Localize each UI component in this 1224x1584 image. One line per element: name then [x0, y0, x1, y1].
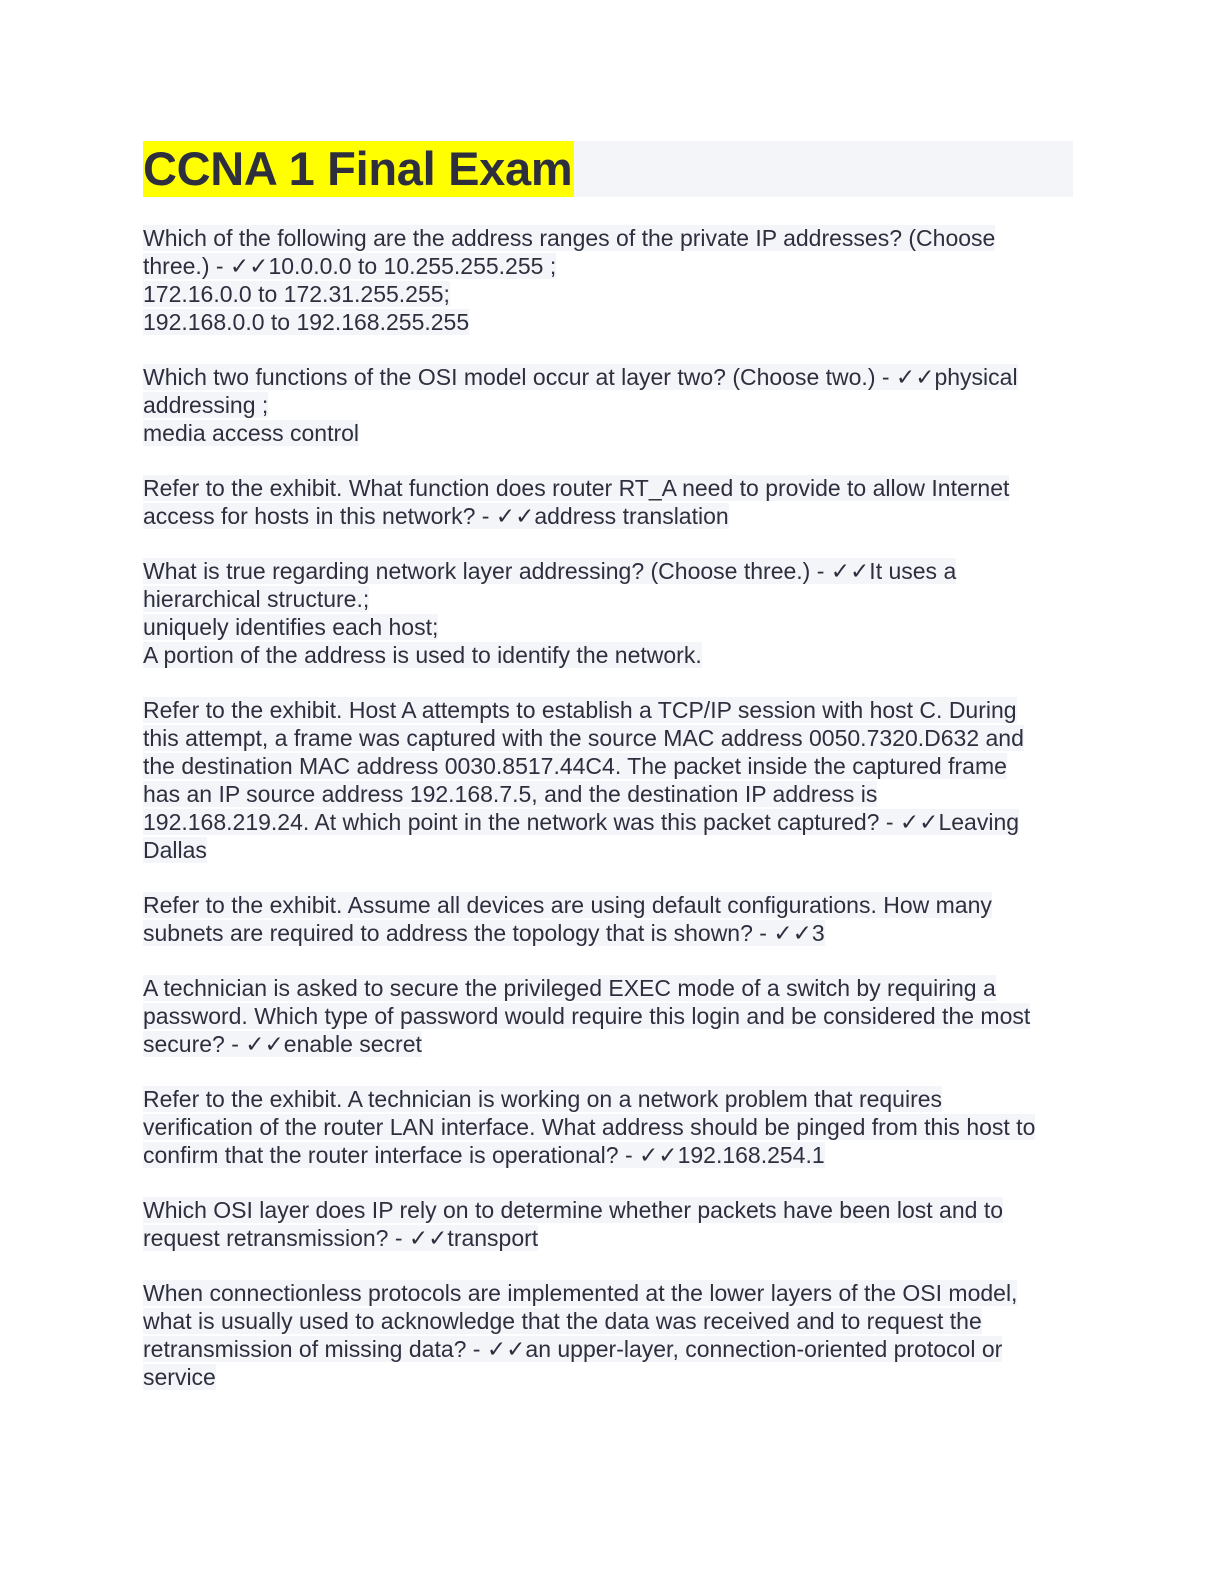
qa-line-text: Refer to the exhibit. What function does router RT_A need to provide to allow Internet: [143, 475, 1010, 501]
qa-line-text: password. Which type of password would require this login and be considered the most: [143, 1003, 1031, 1029]
qa-line-text: 172.16.0.0 to 172.31.255.255;: [143, 281, 450, 307]
qa-line: [143, 696, 1073, 724]
qa-line-text: When connectionless protocols are implemented at the lower layers of the OSI model,: [143, 1280, 1018, 1306]
qa-line: [143, 557, 1073, 585]
qa-line: [143, 1224, 1073, 1252]
qa-line: [143, 391, 1073, 419]
page-title: CCNA 1 Final Exam: [143, 142, 573, 195]
qa-line-text: 192.168.0.0 to 192.168.255.255: [143, 309, 470, 335]
qa-line-text: Refer to the exhibit. Host A attempts to establish a TCP/IP session with host C. During: [143, 697, 1017, 723]
qa-line: [143, 974, 1073, 1002]
qa-line-text: three.) - ✓✓10.0.0.0 to 10.255.255.255 ;: [143, 253, 557, 279]
qa-line: [143, 1113, 1073, 1141]
qa-line-text: hierarchical structure.;: [143, 586, 370, 612]
qa-line-text: Which OSI layer does IP rely on to determine whether packets have been lost and to: [143, 1197, 1003, 1223]
qa-line: [143, 419, 1073, 447]
qa-line: [143, 780, 1073, 808]
qa-line-text: uniquely identifies each host;: [143, 614, 439, 640]
qa-line-text: Refer to the exhibit. Assume all devices are using default configurations. How many: [143, 892, 992, 918]
qa-line: [143, 724, 1073, 752]
document-page: [143, 141, 1073, 1418]
qa-item: [143, 224, 1073, 336]
qa-line: [143, 502, 1073, 530]
qa-line-text: A portion of the address is used to identify the network.: [143, 642, 702, 668]
qa-line: [143, 363, 1073, 391]
qa-line: [143, 613, 1073, 641]
qa-line: [143, 585, 1073, 613]
qa-line: [143, 1030, 1073, 1058]
qa-item: [143, 474, 1073, 530]
qa-line: [143, 1363, 1073, 1391]
qa-line-text: service: [143, 1364, 216, 1390]
qa-line: [143, 752, 1073, 780]
qa-line-text: What is true regarding network layer addressing? (Choose three.) - ✓✓It uses a: [143, 558, 957, 584]
qa-line-text: Which of the following are the address ranges of the private IP addresses? (Choose: [143, 225, 996, 251]
qa-line: [143, 252, 1073, 280]
qa-line: [143, 280, 1073, 308]
qa-line-text: subnets are required to address the topology that is shown? - ✓✓3: [143, 920, 825, 946]
qa-line-text: verification of the router LAN interface. What address should be pinged from this host to: [143, 1114, 1036, 1140]
qa-line-text: request retransmission? - ✓✓transport: [143, 1225, 539, 1251]
qa-line: [143, 808, 1073, 836]
qa-item: [143, 974, 1073, 1058]
qa-line: [143, 1307, 1073, 1335]
qa-line-text: confirm that the router interface is operational? - ✓✓192.168.254.1: [143, 1142, 825, 1168]
qa-line: [143, 1085, 1073, 1113]
qa-line-text: retransmission of missing data? - ✓✓an upper-layer, connection-oriented protocol or: [143, 1336, 1003, 1362]
qa-line-text: Refer to the exhibit. A technician is working on a network problem that requires: [143, 1086, 943, 1112]
qa-line: [143, 641, 1073, 669]
qa-line: [143, 891, 1073, 919]
qa-line-text: the destination MAC address 0030.8517.44C4. The packet inside the captured frame: [143, 753, 1007, 779]
qa-line: [143, 474, 1073, 502]
qa-line-text: access for hosts in this network? - ✓✓address translation: [143, 503, 729, 529]
qa-item: [143, 1196, 1073, 1252]
qa-line: [143, 1002, 1073, 1030]
qa-line: [143, 1196, 1073, 1224]
qa-line-text: Dallas: [143, 837, 207, 863]
qa-line-text: 192.168.219.24. At which point in the network was this packet captured? - ✓✓Leaving: [143, 809, 1020, 835]
qa-item: [143, 891, 1073, 947]
qa-item: [143, 1085, 1073, 1169]
qa-line-text: this attempt, a frame was captured with the source MAC address 0050.7320.D632 and: [143, 725, 1024, 751]
qa-line-text: addressing ;: [143, 392, 269, 418]
qa-line-text: Which two functions of the OSI model occur at layer two? (Choose two.) - ✓✓physical: [143, 364, 1018, 390]
qa-line-text: what is usually used to acknowledge that the data was received and to request the: [143, 1308, 982, 1334]
title-row: [143, 141, 1073, 197]
qa-line-text: A technician is asked to secure the privileged EXEC mode of a switch by requiring a: [143, 975, 996, 1001]
qa-line: [143, 224, 1073, 252]
qa-line-text: media access control: [143, 420, 360, 446]
qa-item: [143, 363, 1073, 447]
qa-item: [143, 1279, 1073, 1391]
qa-line-text: secure? - ✓✓enable secret: [143, 1031, 422, 1057]
qa-line: [143, 308, 1073, 336]
qa-line: [143, 836, 1073, 864]
qa-item: [143, 557, 1073, 669]
qa-line-text: has an IP source address 192.168.7.5, and the destination IP address is: [143, 781, 878, 807]
qa-list: [143, 224, 1073, 1391]
qa-item: [143, 696, 1073, 864]
qa-line: [143, 1279, 1073, 1307]
qa-line: [143, 1335, 1073, 1363]
qa-line: [143, 1141, 1073, 1169]
qa-line: [143, 919, 1073, 947]
